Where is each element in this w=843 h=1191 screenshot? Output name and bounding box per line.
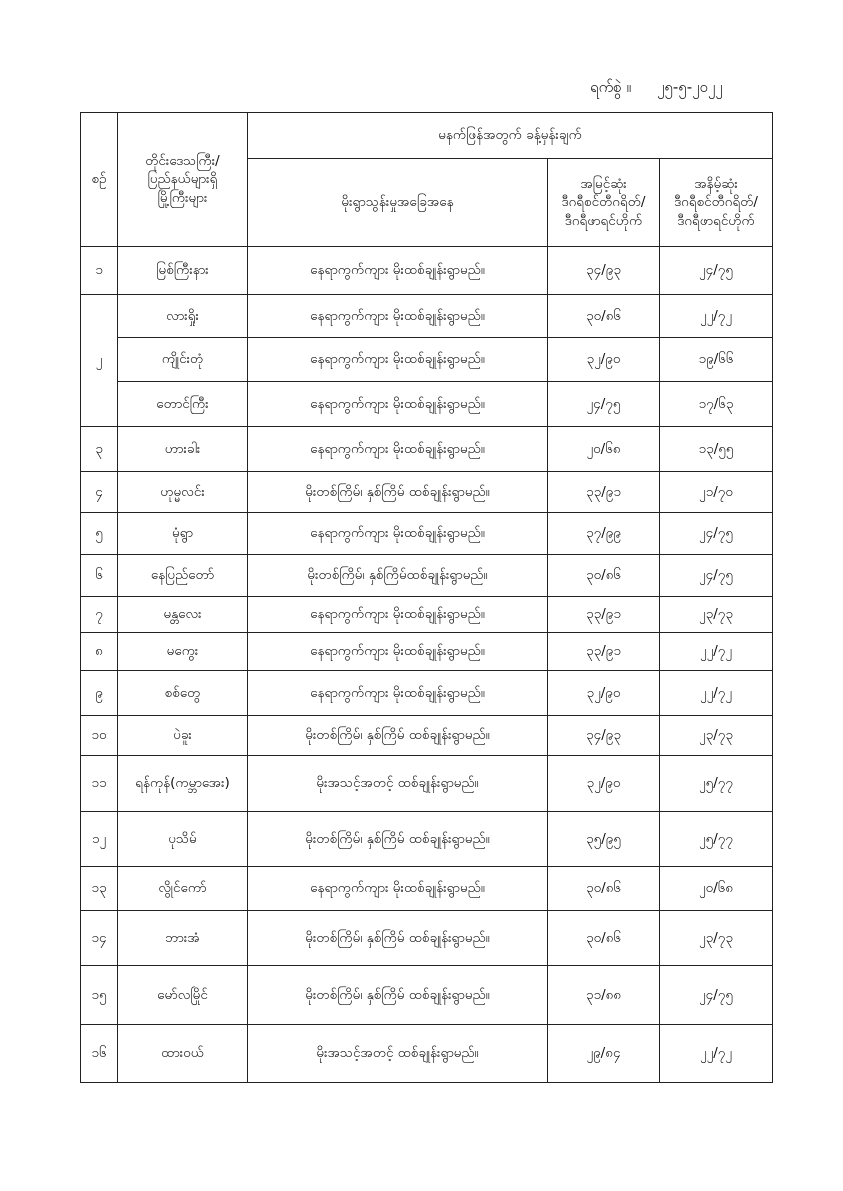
max-temp: ၃၀/၈၆ bbox=[548, 295, 660, 338]
city-name: မော်လမြိုင် bbox=[118, 966, 248, 1025]
header-max: အမြင့်ဆုံး ဒီဂရီစင်တီဂရိတ်/ ဒီဂရီဖာရင်ဟိုက် bbox=[548, 159, 660, 247]
date-value: ၂၅-၅-၂၀၂၂ bbox=[657, 78, 723, 96]
row-no: ၁၆ bbox=[81, 1025, 118, 1083]
city-name: ထားဝယ် bbox=[118, 1025, 248, 1083]
rain-status: မိုးတစ်ကြိမ်၊ နှစ်ကြိမ် ထစ်ချုန်းရွာမည်။ bbox=[248, 812, 548, 867]
table-row bbox=[81, 382, 773, 427]
row-no: ၁၁ bbox=[81, 756, 118, 812]
rain-status: မိုးအသင့်အတင့် ထစ်ချုန်းရွာမည်။ bbox=[248, 1025, 548, 1083]
row-no: ၁၀ bbox=[81, 716, 118, 756]
row-no: ၁၃ bbox=[81, 867, 118, 911]
header-forecast-group: မနက်ဖြန်အတွက် ခန့်မှန်းချက် bbox=[248, 113, 773, 159]
max-temp: ၃၁/၈၈ bbox=[548, 966, 660, 1025]
min-temp: ၂၄/၇၅ bbox=[660, 966, 773, 1025]
max-temp: ၂၉/၈၄ bbox=[548, 1025, 660, 1083]
min-temp: ၂၂/၇၂ bbox=[660, 633, 773, 671]
date-label: ရက်စွဲ ။ bbox=[590, 78, 632, 96]
city-name: မုံရွာ bbox=[118, 513, 248, 555]
table-row bbox=[81, 966, 773, 1025]
max-temp: ၃၂/၉၀ bbox=[548, 671, 660, 716]
max-temp: ၃၀/၈၆ bbox=[548, 555, 660, 597]
min-temp: ၂၃/၇၃ bbox=[660, 597, 773, 633]
rain-status: မိုးတစ်ကြိမ်၊ နှစ်ကြိမ် ထစ်ချုန်းရွာမည်။ bbox=[248, 716, 548, 756]
city-name: ဟုမ္မလင်း bbox=[118, 472, 248, 513]
rain-status: မိုးအသင့်အတင့် ထစ်ချုန်းရွာမည်။ bbox=[248, 756, 548, 812]
city-name: နေပြည်တော် bbox=[118, 555, 248, 597]
city-name: လွိုင်ကော် bbox=[118, 867, 248, 911]
max-temp: ၃၃/၉၁ bbox=[548, 633, 660, 671]
city-name: ဟားခါး bbox=[118, 427, 248, 472]
min-temp: ၁၇/၆၃ bbox=[660, 382, 773, 427]
min-temp: ၂၂/၇၂ bbox=[660, 295, 773, 338]
max-temp: ၃၄/၉၃ bbox=[548, 247, 660, 295]
min-temp: ၂၀/၆၈ bbox=[660, 867, 773, 911]
table-row bbox=[81, 472, 773, 513]
row-no: ၂ bbox=[81, 295, 118, 427]
rain-status: နေရာကွက်ကျား မိုးထစ်ချုန်းရွာမည်။ bbox=[248, 295, 548, 338]
min-temp: ၂၄/၇၅ bbox=[660, 555, 773, 597]
max-temp: ၃၀/၈၆ bbox=[548, 911, 660, 966]
max-temp: ၃၇/၉၉ bbox=[548, 513, 660, 555]
city-name: ဘားအံ bbox=[118, 911, 248, 966]
rain-status: နေရာကွက်ကျား မိုးထစ်ချုန်းရွာမည်။ bbox=[248, 597, 548, 633]
city-name: မကွေး bbox=[118, 633, 248, 671]
min-temp: ၂၃/၇၃ bbox=[660, 911, 773, 966]
header-region: တိုင်းဒေသကြီး/ ပြည်နယ်များရှိ မြို့ကြီးများ bbox=[118, 113, 248, 247]
min-temp: ၂၄/၇၅ bbox=[660, 513, 773, 555]
rain-status: နေရာကွက်ကျား မိုးထစ်ချုန်းရွာမည်။ bbox=[248, 867, 548, 911]
city-name: ရန်ကုန်(ကမ္ဘာအေး) bbox=[118, 756, 248, 812]
header-no: စဉ် bbox=[81, 113, 118, 247]
row-no: ၁၄ bbox=[81, 911, 118, 966]
rain-status: မိုးတစ်ကြိမ်၊ နှစ်ကြိမ်ထစ်ချုန်းရွာမည်။ bbox=[248, 555, 548, 597]
min-temp: ၂၂/၇၂ bbox=[660, 1025, 773, 1083]
table-row bbox=[81, 671, 773, 716]
city-name: ပဲခူး bbox=[118, 716, 248, 756]
row-no: ၃ bbox=[81, 427, 118, 472]
rain-status: နေရာကွက်ကျား မိုးထစ်ချုန်းရွာမည်။ bbox=[248, 247, 548, 295]
table-row bbox=[81, 756, 773, 812]
table-row bbox=[81, 812, 773, 867]
min-temp: ၂၁/၇၀ bbox=[660, 472, 773, 513]
max-temp: ၃၄/၉၃ bbox=[548, 716, 660, 756]
row-no: ၄ bbox=[81, 472, 118, 513]
min-temp: ၁၃/၅၅ bbox=[660, 427, 773, 472]
table-row bbox=[81, 633, 773, 671]
min-temp: ၂၄/၇၅ bbox=[660, 247, 773, 295]
row-no: ၁၂ bbox=[81, 812, 118, 867]
city-name: စစ်တွေ bbox=[118, 671, 248, 716]
table-row bbox=[81, 555, 773, 597]
row-no: ၉ bbox=[81, 671, 118, 716]
table-row bbox=[81, 513, 773, 555]
city-name: မန္တလေး bbox=[118, 597, 248, 633]
max-temp: ၃၀/၈၆ bbox=[548, 867, 660, 911]
header-min: အနိမ့်ဆုံး ဒီဂရီစင်တီဂရိတ်/ ဒီဂရီဖာရင်ဟိုက် bbox=[660, 159, 773, 247]
table-row bbox=[81, 867, 773, 911]
row-no: ၅ bbox=[81, 513, 118, 555]
city-name: မြစ်ကြီးနား bbox=[118, 247, 248, 295]
row-no: ၁ bbox=[81, 247, 118, 295]
max-temp: ၂၄/၇၅ bbox=[548, 382, 660, 427]
table-row bbox=[81, 1025, 773, 1083]
rain-status: နေရာကွက်ကျား မိုးထစ်ချုန်းရွာမည်။ bbox=[248, 633, 548, 671]
rain-status: နေရာကွက်ကျား မိုးထစ်ချုန်းရွာမည်။ bbox=[248, 513, 548, 555]
city-name: ကျိုင်းတုံ bbox=[118, 338, 248, 382]
max-temp: ၃၅/၉၅ bbox=[548, 812, 660, 867]
min-temp: ၂၅/၇၇ bbox=[660, 756, 773, 812]
forecast-table bbox=[80, 112, 773, 1083]
city-name: တောင်ကြီး bbox=[118, 382, 248, 427]
rain-status: နေရာကွက်ကျား မိုးထစ်ချုန်းရွာမည်။ bbox=[248, 671, 548, 716]
row-no: ၈ bbox=[81, 633, 118, 671]
max-temp: ၃၂/၉၀ bbox=[548, 338, 660, 382]
rain-status: နေရာကွက်ကျား မိုးထစ်ချုန်းရွာမည်။ bbox=[248, 427, 548, 472]
max-temp: ၃၂/၉၀ bbox=[548, 756, 660, 812]
min-temp: ၂၅/၇၇ bbox=[660, 812, 773, 867]
table-row bbox=[81, 911, 773, 966]
max-temp: ၂၀/၆၈ bbox=[548, 427, 660, 472]
rain-status: မိုးတစ်ကြိမ်၊ နှစ်ကြိမ် ထစ်ချုန်းရွာမည်။ bbox=[248, 966, 548, 1025]
table-row bbox=[81, 597, 773, 633]
rain-status: မိုးတစ်ကြိမ်၊ နှစ်ကြိမ် ထစ်ချုန်းရွာမည်။ bbox=[248, 472, 548, 513]
max-temp: ၃၃/၉၁ bbox=[548, 472, 660, 513]
max-temp: ၃၃/၉၁ bbox=[548, 597, 660, 633]
table-row bbox=[81, 427, 773, 472]
row-no: ၁၅ bbox=[81, 966, 118, 1025]
min-temp: ၂၂/၇၂ bbox=[660, 671, 773, 716]
rain-status: နေရာကွက်ကျား မိုးထစ်ချုန်းရွာမည်။ bbox=[248, 382, 548, 427]
date-line bbox=[590, 78, 770, 100]
table-row bbox=[81, 247, 773, 295]
rain-status: မိုးတစ်ကြိမ်၊ နှစ်ကြိမ် ထစ်ချုန်းရွာမည်။ bbox=[248, 911, 548, 966]
table-row bbox=[81, 716, 773, 756]
row-no: ၇ bbox=[81, 597, 118, 633]
table-row bbox=[81, 338, 773, 382]
rain-status: နေရာကွက်ကျား မိုးထစ်ချုန်းရွာမည်။ bbox=[248, 338, 548, 382]
city-name: လားရှိုး bbox=[118, 295, 248, 338]
row-no: ၆ bbox=[81, 555, 118, 597]
min-temp: ၁၉/၆၆ bbox=[660, 338, 773, 382]
city-name: ပုသိမ် bbox=[118, 812, 248, 867]
header-rain: မိုးရွာသွန်းမှုအခြေအနေ bbox=[248, 159, 548, 247]
table-row bbox=[81, 295, 773, 338]
min-temp: ၂၃/၇၃ bbox=[660, 716, 773, 756]
